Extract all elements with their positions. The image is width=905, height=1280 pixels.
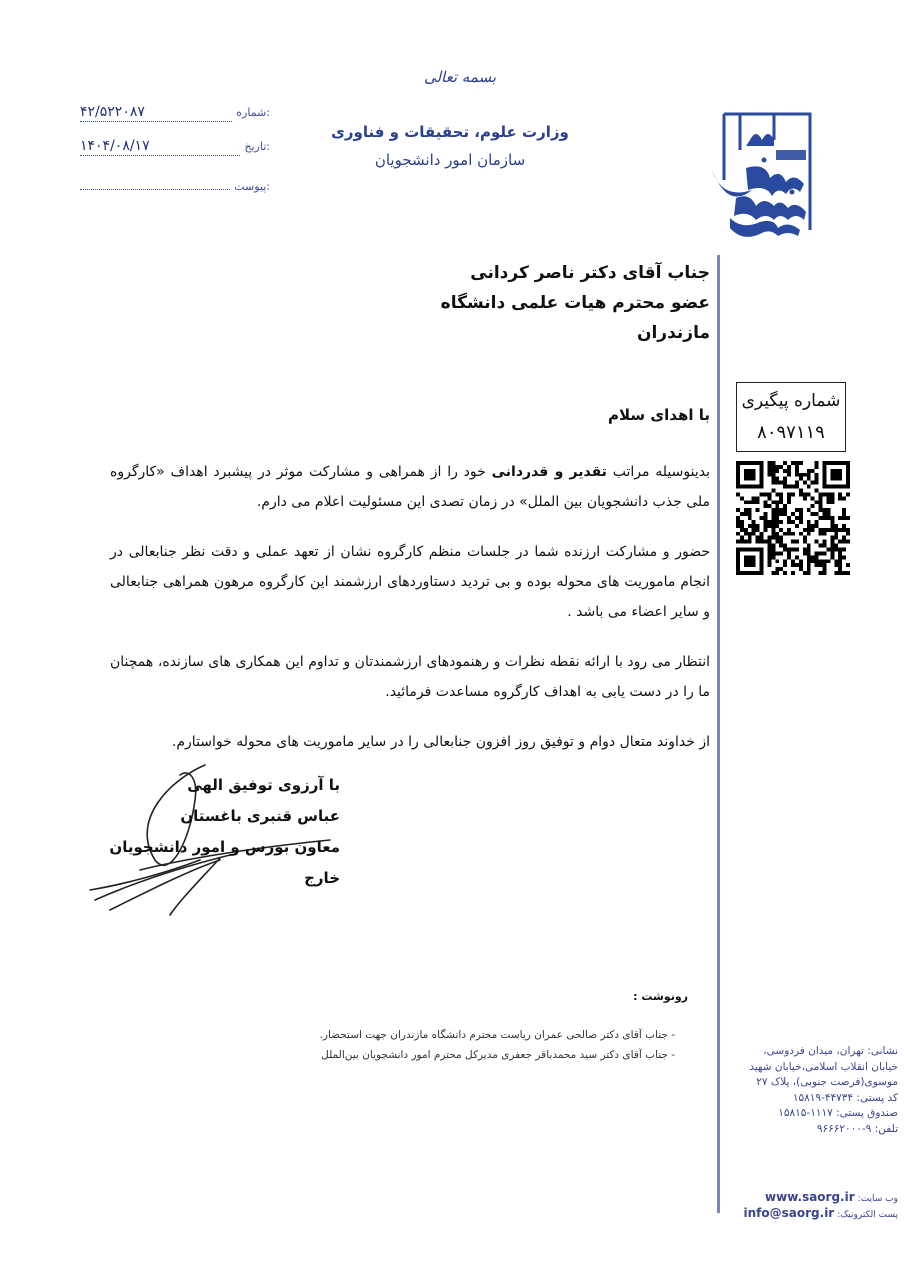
signatory-title: معاون بورس و امور دانشجویان خارج	[109, 838, 340, 887]
footer-contact	[720, 1190, 898, 1222]
attachment-row	[80, 172, 270, 206]
letter-number-label: شماره:	[236, 106, 270, 119]
email-link[interactable]: info@saorg.ir	[743, 1206, 835, 1220]
recipient-title: عضو محترم هیات علمی دانشگاه مازندران	[440, 293, 710, 343]
address-line: نشانی: تهران، میدان فردوسی،	[763, 1045, 898, 1057]
tracking-number: ۸۰۹۷۱۱۹	[757, 422, 825, 443]
website-link[interactable]: www.saorg.ir	[765, 1190, 855, 1204]
attachment-value	[80, 172, 230, 190]
letter-date-value: ۱۴۰۴/۰۸/۱۷	[80, 138, 240, 156]
recipient-name: جناب آقای دکتر ناصر کردانی	[470, 263, 710, 283]
paragraph-appreciation	[110, 457, 710, 517]
paragraph-expectation: انتظار می رود با ارائه نقطه نظرات و رهنمودهای ارزشمندتان و تداوم این همکاری های سازنده، همچنان ما را در دست یابی به اهداف کارگروه مساعدت فرمائید.	[110, 654, 710, 700]
paragraph-appreciation-intro: بدینوسیله مراتب	[606, 464, 710, 480]
tracking-label: شماره پیگیری	[741, 391, 841, 411]
cc-item: - جناب آقای دکتر سید محمدباقر جعفری مدیرکل محترم امور دانشجویان بین‌الملل	[321, 1049, 675, 1061]
invocation-text: بسمه تعالی	[423, 68, 497, 86]
organization-logo-icon	[706, 110, 836, 245]
letter-number-value: ۴۲/۵۲۲۰۸۷	[80, 104, 232, 122]
website-label: وب سایت:	[857, 1194, 898, 1204]
paragraph-appreciation-rest: خود را از همراهی و مشارکت موثر در پیشبرد اهداف «کارگروه ملی جذب دانشجویان بین الملل» در زمان تصدی این مسئولیت اعلام می دارم.	[110, 464, 710, 510]
address-line: خیابان انقلاب اسلامی،خیابان شهید	[749, 1060, 898, 1073]
cc-title: رونوشت :	[633, 990, 688, 1003]
qr-code-icon	[736, 460, 850, 576]
phone: تلفن: ۹-۹۶۶۶۲۰۰۰	[816, 1122, 898, 1135]
footer-address	[720, 1044, 898, 1137]
organization-name: سازمان امور دانشجویان	[374, 151, 526, 169]
letter-date-row	[80, 138, 270, 172]
greeting: با اهدای سلام	[608, 406, 710, 424]
recipient-block	[380, 258, 710, 348]
cc-list	[300, 1025, 675, 1065]
postal-code: کد پستی: ۴۴۷۳۴-۱۵۸۱۹	[792, 1091, 898, 1104]
address-line: موسوی(فرصت جنوبی)، پلاک ۲۷	[756, 1076, 898, 1088]
cc-item: - جناب آقای دکتر صالحی عمران ریاست محترم دانشگاه مازندران جهت استحضار.	[319, 1029, 675, 1041]
signature-block	[80, 770, 340, 894]
website-row	[720, 1190, 898, 1206]
ministry-heading	[330, 118, 570, 174]
letter-date-label: تاریخ:	[244, 140, 270, 153]
letter-meta	[80, 104, 270, 206]
letter-number-row	[80, 104, 270, 138]
ministry-name: وزارت علوم، تحقیقات و فناوری	[331, 123, 569, 141]
appreciation-emphasis: تقدیر و قدردانی	[491, 464, 607, 480]
tracking-number-box	[736, 382, 846, 452]
signatory-name: عباس قنبری باغستان	[180, 807, 340, 825]
email-label: پست الکترونیک:	[837, 1210, 898, 1220]
letter-body	[110, 400, 710, 777]
po-box: صندوق پستی: ۱۱۱۷-۱۵۸۱۵	[778, 1107, 898, 1119]
paragraph-wishes: از خداوند متعال دوام و توفیق روز افزون جنابعالی را در سایر ماموریت های محوله خواستارم.	[171, 734, 710, 750]
attachment-label: پیوست:	[234, 180, 270, 193]
paragraph-participation: حضور و مشارکت ارزنده شما در جلسات منظم کارگروه نشان از تعهد عملی و دقت نظر جنابعالی در انجام ماموریت های محوله بوده و بی تردید دستاوردهای ارزشمند این کارگروه مرهون همراهی جنابعالی و سایر اعضاء می باشد .	[110, 544, 710, 620]
email-row	[720, 1206, 898, 1222]
closing-phrase: با آرزوی توفیق الهی	[187, 776, 340, 794]
